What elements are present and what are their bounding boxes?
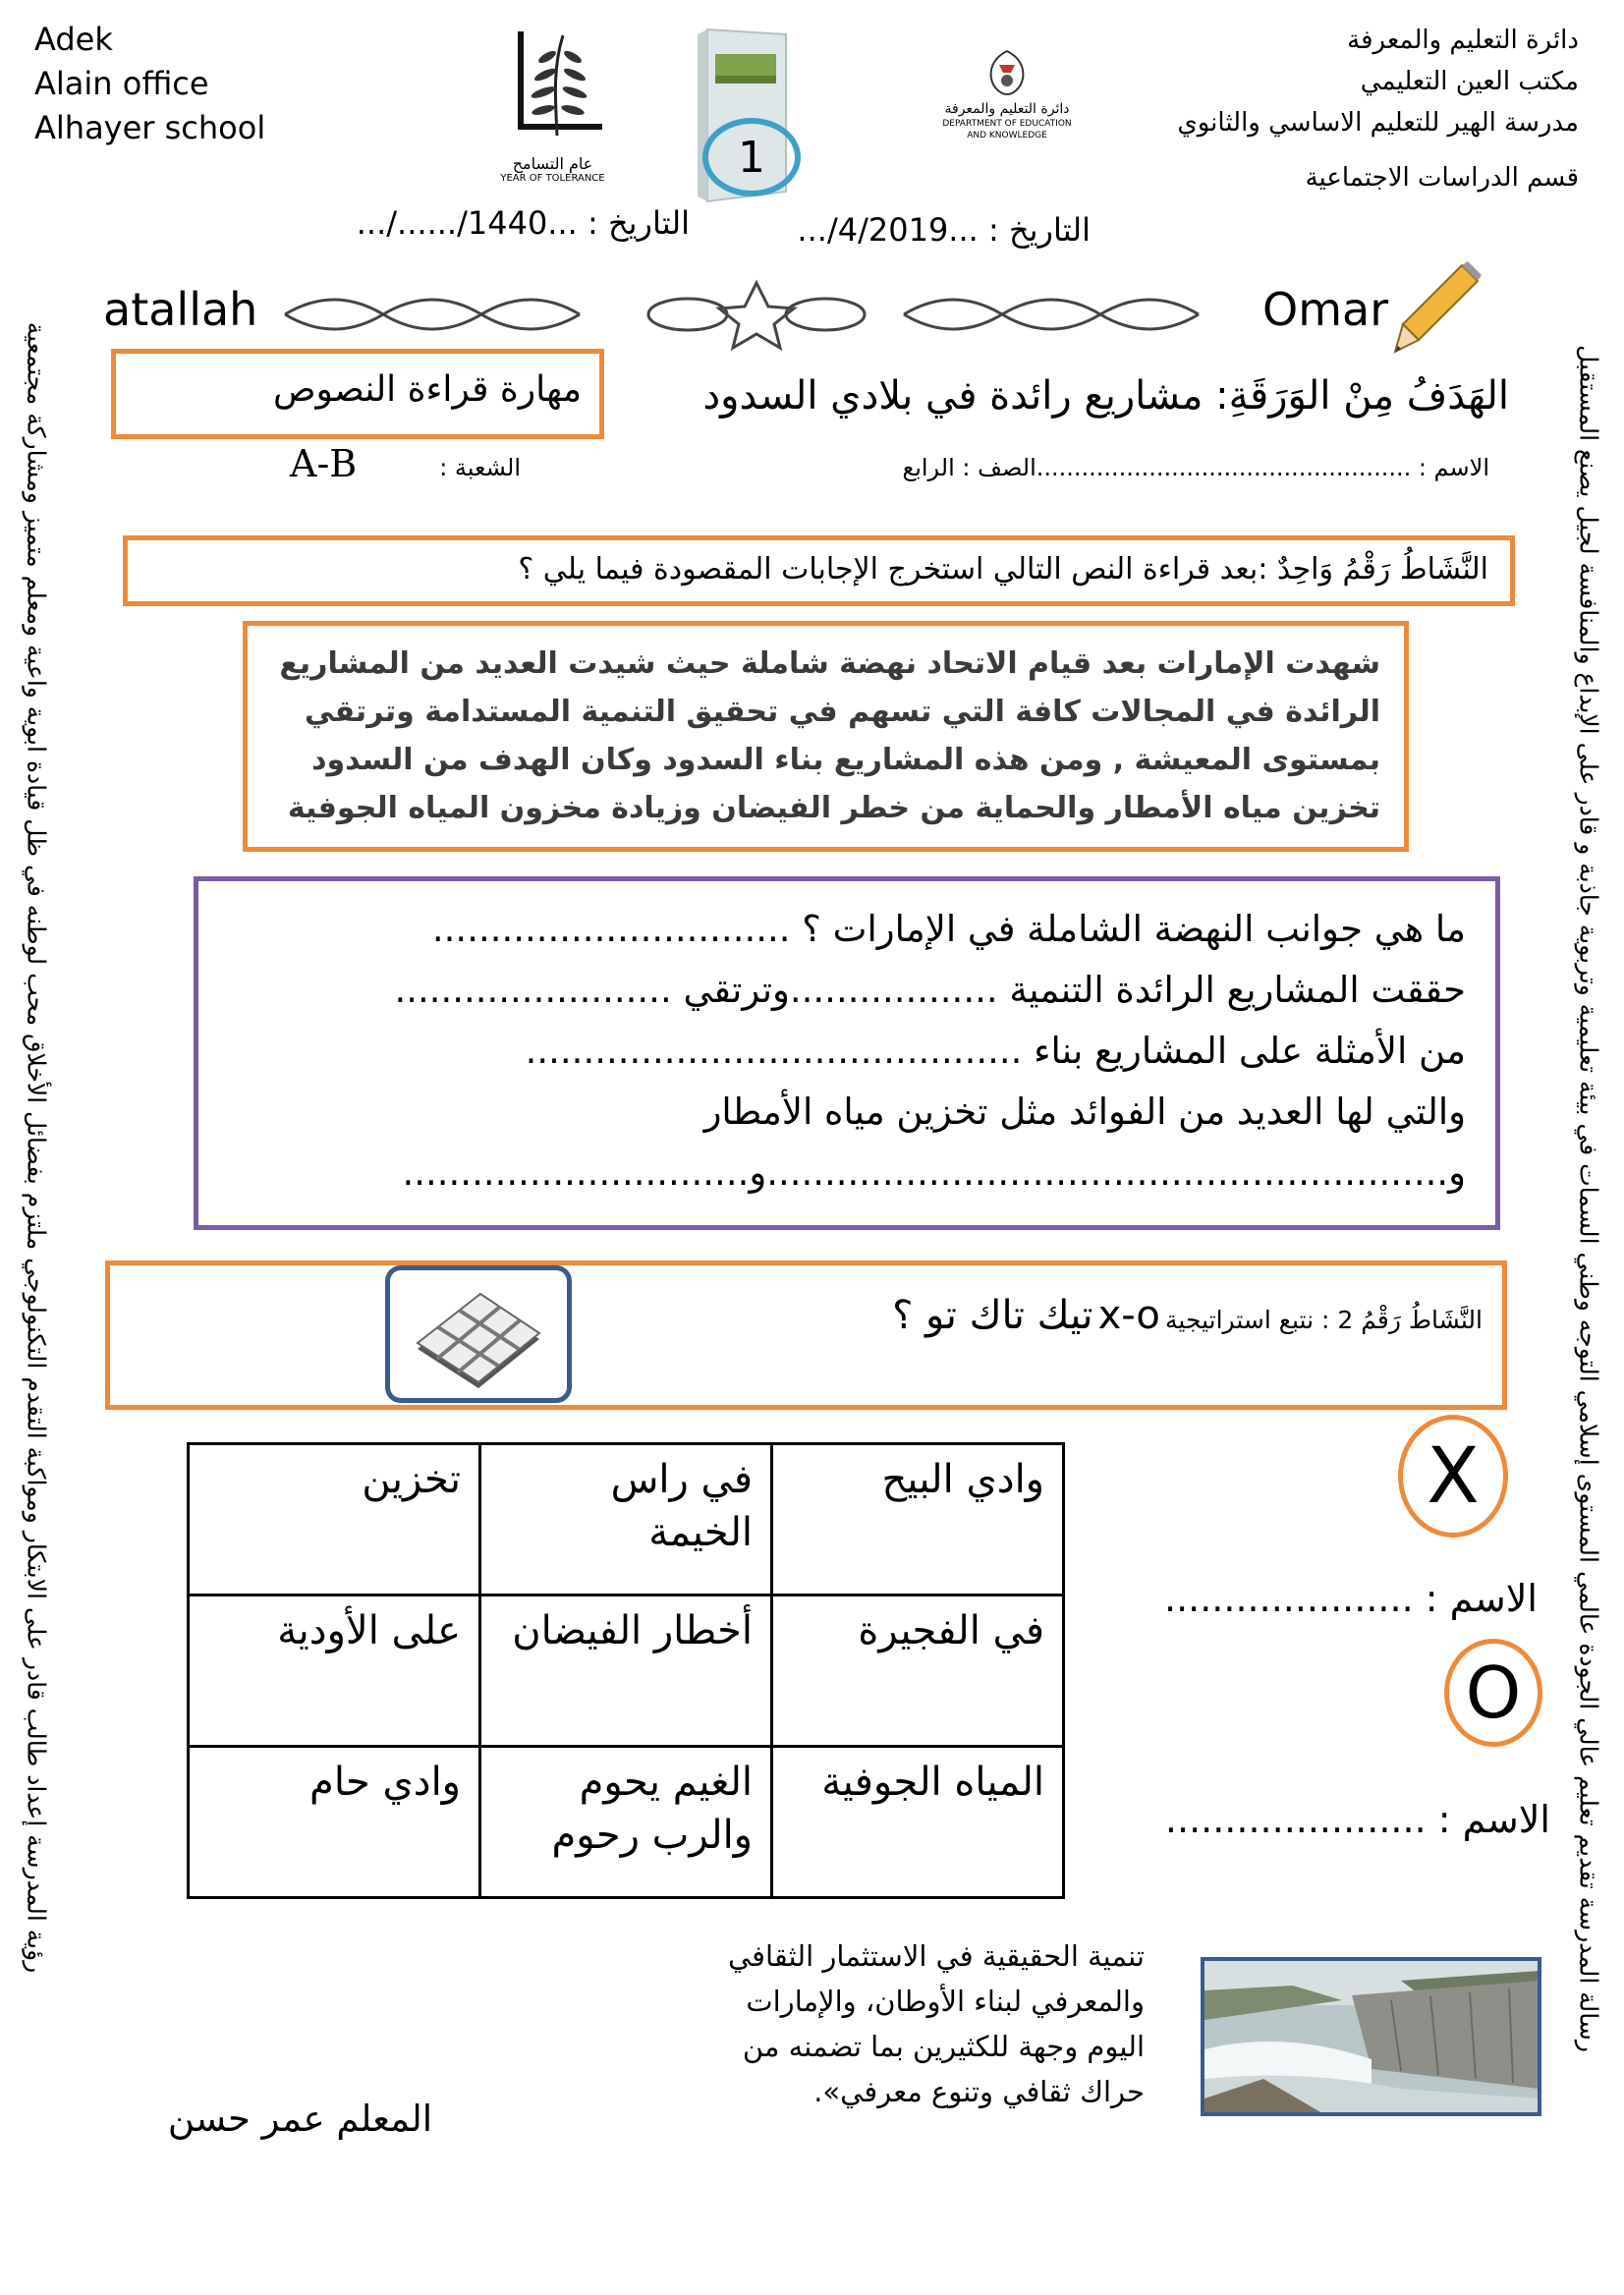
quote-text	[619, 1933, 1145, 2114]
quote-line: حراك ثقافي وتنوع معرفي».	[813, 2075, 1145, 2108]
grid-cell[interactable]: الغيم يحوم والرب رحوم	[480, 1747, 772, 1898]
org-en-line: Alhayer school	[34, 109, 266, 146]
date-gregorian: التاريخ : ...4/2019/...	[797, 211, 1091, 249]
org-ar-line: قسم الدراسات الاجتماعية	[1305, 163, 1579, 193]
question-line: و...........................................................و..............................	[402, 1151, 1466, 1194]
grid-cell[interactable]: على الأودية	[189, 1595, 480, 1747]
passage-box	[243, 621, 1409, 852]
questions-list	[218, 899, 1466, 1203]
activity2-line	[892, 1293, 1483, 1338]
grid-row	[189, 1747, 1064, 1898]
player-o-name	[1165, 1798, 1550, 1841]
questions-box	[194, 876, 1500, 1230]
question-line: ما هي جوانب النهضة الشاملة في الإمارات ؟ ...............................	[431, 908, 1466, 950]
section-label: الشعبة :	[439, 454, 521, 481]
grid-cell[interactable]: المياه الجوفية	[772, 1747, 1064, 1898]
page-goal: الهَدَفُ مِنْ الوَرَقَةِ: مشاريع رائدة في بلادي السدود	[702, 373, 1509, 419]
grid-cell[interactable]: وادي حام	[189, 1747, 480, 1898]
activity2-game: تيك تاك تو ؟	[892, 1293, 1093, 1338]
player-dots[interactable]: ......................	[1164, 1798, 1427, 1841]
skill-title: مهارة قراءة النصوص	[272, 369, 582, 410]
grid-row	[189, 1595, 1064, 1747]
player-x-circle	[1398, 1415, 1508, 1538]
sheet-badge	[668, 25, 815, 206]
mission-vertical: رسالة المدرسة تقديم تعليم عالي الجودة عالمي المستوى إسلامي التوجه وطني السمات في بيئة تعليمية وتربوية جاذبة و قادر على الإبداع والمنافسة لجيل يصنع المستقبل	[1574, 345, 1603, 2052]
tolerance-ar: عام التسامح	[512, 154, 593, 173]
tic-tac-toe-grid	[187, 1442, 1065, 1899]
dam-image	[1204, 1961, 1539, 2113]
adek-logo-en: DEPARTMENT OF EDUCATION	[942, 119, 1072, 129]
org-en-line: Adek	[34, 21, 113, 58]
player-label: الاسم :	[1425, 1577, 1538, 1620]
activity2-prompt: النَّشَاطُ رَقْمُ 2 : نتبع استراتيجية	[1165, 1306, 1483, 1334]
dam-photo	[1201, 1957, 1541, 2116]
activity2-strategy: x-o	[1097, 1293, 1160, 1338]
player-label: الاسم :	[1437, 1798, 1550, 1841]
ornament-divider	[275, 275, 1238, 354]
grid-cell[interactable]: في الفجيرة	[772, 1595, 1064, 1747]
quote-line: تنمية الحقيقية في الاستثمار الثقافي	[728, 1939, 1145, 1973]
org-ar-line: مكتب العين التعليمي	[1360, 67, 1579, 96]
adek-logo-en: AND KNOWLEDGE	[967, 131, 1047, 140]
quote-line: والمعرفي لبناء الأوطان، والإمارات	[746, 1985, 1145, 2018]
sheet-number-circle	[702, 118, 801, 196]
student-name-left: atallah	[103, 283, 258, 336]
player-o-symbol: O	[1465, 1651, 1522, 1734]
player-x-symbol: X	[1427, 1431, 1480, 1521]
org-en-line: Alain office	[34, 65, 209, 102]
grid-icon	[390, 1270, 567, 1398]
activity1-prompt-box	[123, 535, 1515, 606]
student-name-right: Omar	[1262, 283, 1389, 336]
org-en	[34, 18, 265, 150]
grid-cell[interactable]: وادي البيح	[772, 1444, 1064, 1595]
date-hijri: التاريخ : ...1440/....../...	[356, 204, 690, 242]
grid-cell[interactable]: تخزين	[189, 1444, 480, 1595]
activity2-box	[105, 1260, 1507, 1410]
emblem-icon	[985, 49, 1029, 96]
question-line: حققت المشاريع الرائدة التنمية ..................وترتقي ........................	[394, 969, 1466, 1011]
quote-line: اليوم وجهة للكثيرين بما تضمنه من	[742, 2030, 1145, 2063]
activity1-prompt: النَّشَاطُ رَقْمُ وَاحِدٌ :بعد قراءة النص التالي استخرج الإجابات المقصودة فيما يلي ؟	[518, 552, 1488, 587]
question-line: والتي لها العديد من الفوائد مثل تخزين مياه الأمطار	[703, 1091, 1466, 1133]
player-dots[interactable]: .....................	[1163, 1577, 1414, 1620]
vision-vertical: رؤية المدرسة إعداد طالب قادر على الابتكار ومواكبة التقدم التكنولوجي ملتزم بفضائل الأخلاق محب لوطنه في ظل قيادة ابوية واعية ومعلم متميز ومشاركة مجتمعية	[22, 321, 51, 1974]
section-value: A-B	[290, 442, 358, 485]
grid-cell[interactable]: في راس الخيمة	[480, 1444, 772, 1595]
grid-icon-frame	[385, 1265, 572, 1403]
teacher-name: المعلم عمر حسن	[167, 2098, 432, 2140]
tolerance-logo	[496, 28, 609, 199]
tolerance-tree-icon	[496, 28, 609, 150]
org-ar-line: دائرة التعليم والمعرفة	[1347, 26, 1579, 55]
skill-box	[111, 349, 604, 439]
tolerance-en: YEAR OF TOLERANCE	[500, 173, 605, 184]
org-ar	[1029, 20, 1579, 198]
player-o-circle	[1444, 1639, 1542, 1747]
adek-logo-ar: دائرة التعليم والمعرفة	[944, 101, 1070, 117]
player-x-name	[1164, 1577, 1538, 1620]
sheet-number: 1	[738, 132, 765, 183]
passage-text: شهدت الإمارات بعد قيام الاتحاد نهضة شاملة حيث شيدت العديد من المشاريع الرائدة في المجالات كافة التي تسهم في تحقيق التنمية المستدامة وترتقي بمستوى المعيشة , ومن هذه المشاريع بناء السدود وكان الهدف من السدود تخزين مياه الأمطار والحماية من خطر الفيضان وزيادة مخزون المياه الجوفية	[279, 646, 1380, 825]
grid-row	[189, 1444, 1064, 1595]
pencil-icon	[1385, 257, 1484, 365]
question-line: من الأمثلة على المشاريع بناء ...........................................	[525, 1030, 1466, 1072]
org-ar-line: مدرسة الهير للتعليم الاساسي والثانوي	[1177, 108, 1579, 138]
name-class-line: الاسم : ..................................................الصف : الرابع	[902, 454, 1489, 481]
grid-cell[interactable]: أخطار الفيضان	[480, 1595, 772, 1747]
